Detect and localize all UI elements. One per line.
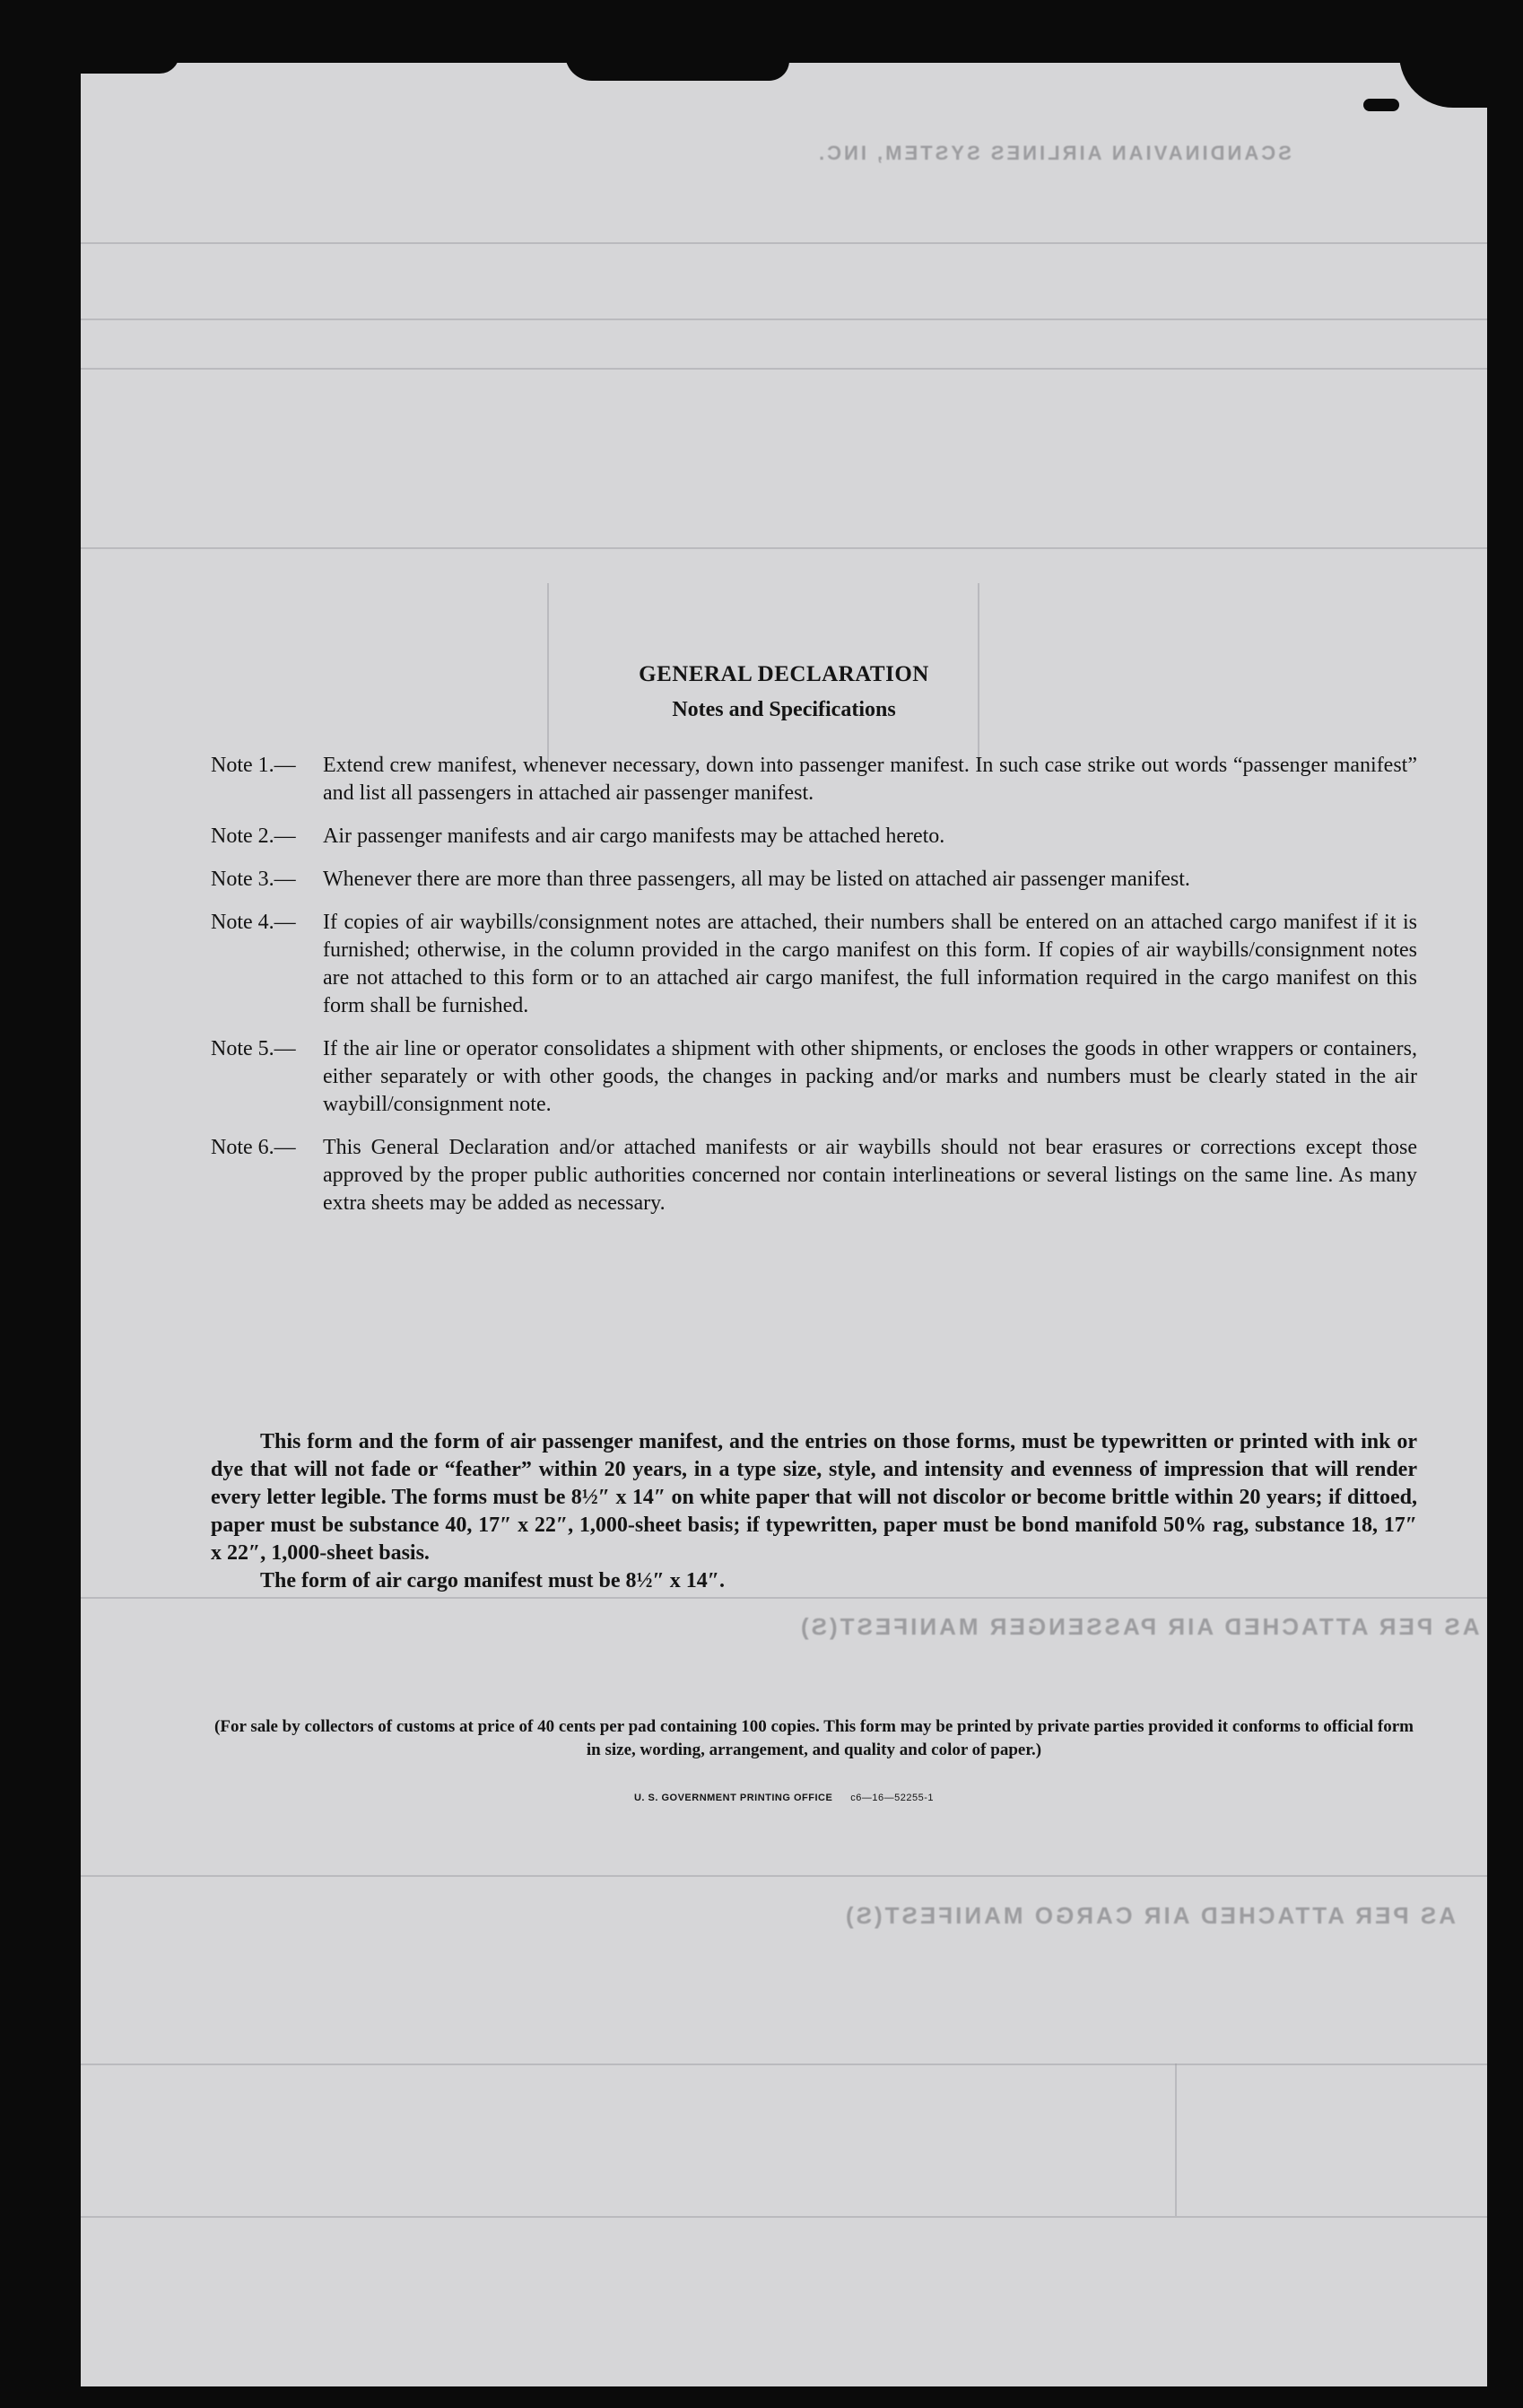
note-label: Note 3.— xyxy=(211,868,296,891)
specification-paragraph xyxy=(211,1428,1417,1595)
note-item xyxy=(211,866,1417,894)
show-through-rule xyxy=(81,2063,1487,2065)
note-text: Whenever there are more than three passengers, all may be listed on attached air passenger manifest. xyxy=(323,868,1190,891)
show-through-rule xyxy=(81,368,1487,370)
show-through-passenger-stamp: AS PER ATTACHED AIR PASSENGER MANIFEST(S) xyxy=(798,1613,1480,1640)
page-subtitle: Notes and Specifications xyxy=(672,698,896,721)
show-through-rule xyxy=(81,547,1487,549)
show-through-rule-vertical xyxy=(1175,2063,1177,2216)
note-item xyxy=(211,752,1417,807)
note-label: Note 1.— xyxy=(211,754,296,777)
cargo-manifest-size-text: The form of air cargo manifest must be 8½″ x 14″. xyxy=(260,1569,725,1592)
show-through-rule xyxy=(81,1597,1487,1599)
note-item xyxy=(211,823,1417,851)
note-item xyxy=(211,1134,1417,1217)
note-label: Note 2.— xyxy=(211,824,296,848)
show-through-rule xyxy=(81,318,1487,320)
printer-code: c6—16—52255-1 xyxy=(850,1793,935,1803)
printer-name: U. S. GOVERNMENT PRINTING OFFICE xyxy=(633,1793,833,1803)
torn-edge-top-right xyxy=(1399,63,1487,108)
torn-edge-top-center xyxy=(565,63,789,81)
notes-list xyxy=(211,752,1417,1233)
show-through-rule xyxy=(81,1875,1487,1877)
show-through-rule xyxy=(81,2216,1487,2218)
paper-requirements-text: This form and the form of air passenger manifest, and the entries on those forms, must be typewritten or printed with ink or dye that will not fade or “feather” within 20 years, in a type size, style, and intensity and evenness of impression that will render every letter legible. The forms must be 8½″ x 14″ on white paper that will not discolor or become brittle within 20 years; if dittoed, paper must be substance 40, 17″ x 22″, 1,000-sheet basis; if typewritten, paper must be bond manifold 50% rag, substance 18, 17″ x 22″, 1,000-sheet basis. xyxy=(211,1430,1417,1565)
torn-edge-top-left xyxy=(81,63,179,74)
page-title: GENERAL DECLARATION xyxy=(639,662,929,686)
show-through-rule xyxy=(81,242,1487,244)
torn-edge-speck xyxy=(1363,99,1399,111)
note-label: Note 5.— xyxy=(211,1037,296,1060)
note-text: If the air line or operator consolidates a shipment with other shipments, or encloses the goods in other wrappers or containers, either separately or with other goods, the changes in packing and/or marks and numbers must be clearly stated in the air waybill/consignment note. xyxy=(323,1037,1417,1116)
show-through-header-stamp: SCANDINAVIAN AIRLINES SYSTEM, INC. xyxy=(816,142,1292,164)
note-text: If copies of air waybills/consignment notes are attached, their numbers shall be entered on an attached cargo manifest if it is furnished; otherwise, in the column provided in the cargo manifest on this form. If copies of air waybills/consignment notes are not attached to this form or to an attached air cargo manifest, the full information required in the cargo manifest on this form shall be furnished. xyxy=(323,911,1417,1017)
sale-note: (For sale by collectors of customs at price of 40 cents per pad containing 100 copies. This form may be printed by private parties provided it conforms to official form in size, wording, arrangement, and quality and color of paper.) xyxy=(214,1717,1414,1759)
note-text: This General Declaration and/or attached manifests or air waybills should not bear erasures or corrections except those approved by the proper public authorities concerned nor contain interlineations or several listings on the same line. As many extra sheets may be added as necessary. xyxy=(323,1136,1417,1215)
printer-imprint xyxy=(81,1793,1487,1803)
document-page xyxy=(81,63,1487,2386)
note-text: Air passenger manifests and air cargo manifests may be attached hereto. xyxy=(323,824,945,848)
show-through-cargo-stamp: AS PER ATTACHED AIR CARGO MANIFEST(S) xyxy=(843,1902,1456,1929)
note-text: Extend crew manifest, whenever necessary, down into passenger manifest. In such case strike out words “passenger manifest” and list all passengers in attached air passenger manifest. xyxy=(323,754,1417,805)
note-label: Note 6.— xyxy=(211,1136,296,1159)
note-item xyxy=(211,1035,1417,1119)
note-label: Note 4.— xyxy=(211,911,296,934)
note-item xyxy=(211,909,1417,1020)
